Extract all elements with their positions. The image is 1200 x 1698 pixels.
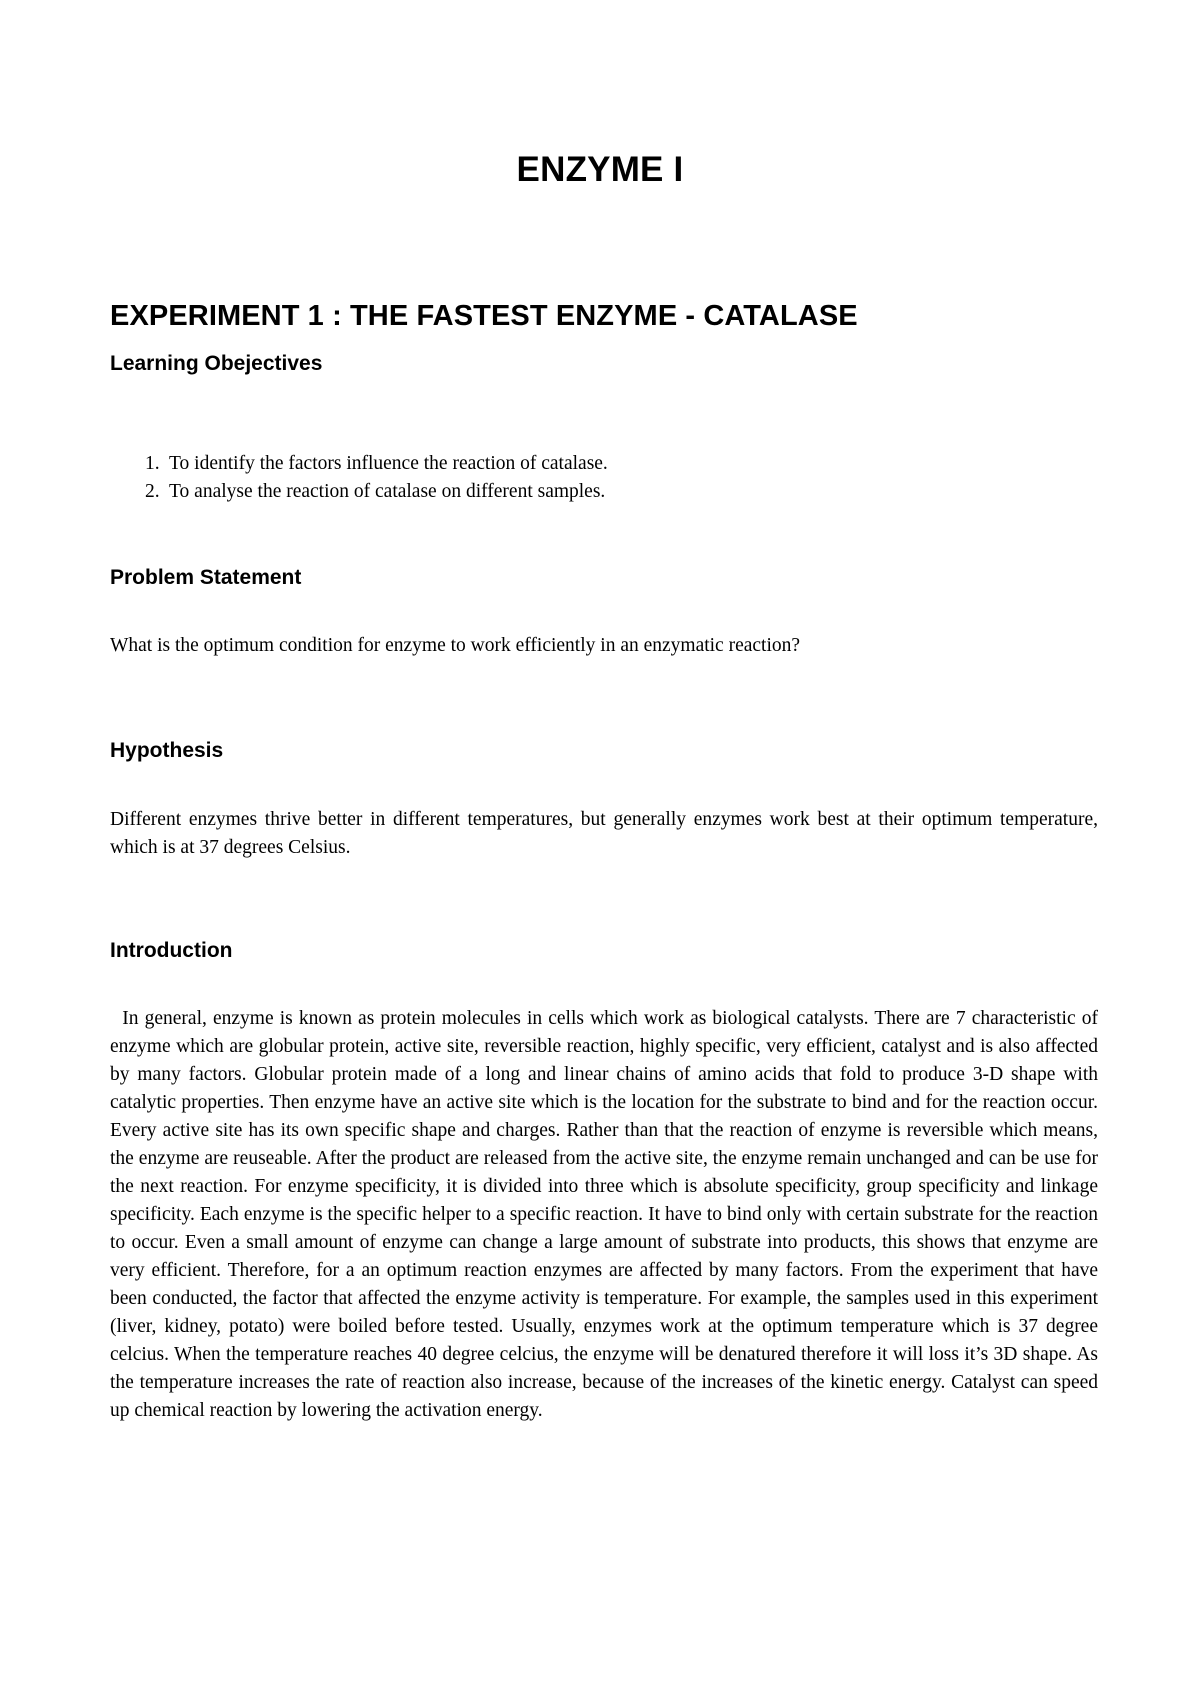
list-item-number: 1. [145,453,160,474]
experiment-title: EXPERIMENT 1 : THE FASTEST ENZYME - CATALASE [110,300,858,332]
list-item-text: To identify the factors influence the reaction of catalase. [169,453,608,474]
problem-statement-heading: Problem Statement [110,566,302,589]
introduction-heading: Introduction [110,939,233,962]
learning-objectives-list [145,450,608,506]
problem-statement-text: What is the optimum condition for enzyme to work efficiently in an enzymatic reaction? [110,635,801,656]
list-item [145,450,608,478]
introduction-text: In general, enzyme is known as protein molecules in cells which work as biological catalysts. There are 7 characteristic of enzyme which are globular protein, active site, reversible reaction, highly specific, very efficient, catalyst and is also affected by many factors. Globular protein made of a long and linear chains of amino acids that fold to produce 3-D shape with catalytic properties. Then enzyme have an active site which is the location for the substrate to bind and for the reaction occur. Every active site has its own specific shape and charges. Rather than that the reaction of enzyme is reversible which means, the enzyme are reuseable. After the product are released from the active site, the enzyme remain unchanged and can be use for the next reaction. For enzyme specificity, it is divided into three which is absolute specificity, group specificity and linkage specificity. Each enzyme is the specific helper to a specific reaction. It have to bind only with certain substrate for the reaction to occur. Even a small amount of enzyme can change a large amount of substrate into products, this shows that enzyme are very efficient. Therefore, for a an optimum reaction enzymes are affected by many factors. From the experiment that have been conducted, the factor that affected the enzyme activity is temperature. For example, the samples used in this experiment (liver, kidney, potato) were boiled before tested. Usually, enzymes work at the optimum temperature which is 37 degree celcius. When the temperature reaches 40 degree celcius, the enzyme will be denatured therefore it will loss it’s 3D shape. As the temperature increases the rate of reaction also increase, because of the increases of the kinetic energy. Catalyst can speed up chemical reaction by lowering the activation energy. [110,1008,1098,1421]
hypothesis-text: Different enzymes thrive better in different temperatures, but generally enzymes work best at their optimum temperature, which is at 37 degrees Celsius. [110,809,1098,858]
hypothesis-heading: Hypothesis [110,739,224,762]
document-title: ENZYME I [516,150,684,189]
learning-objectives-heading: Learning Obejectives [110,352,323,375]
list-item-text: To analyse the reaction of catalase on different samples. [169,481,606,502]
list-item [145,478,608,506]
list-item-number: 2. [145,481,160,502]
